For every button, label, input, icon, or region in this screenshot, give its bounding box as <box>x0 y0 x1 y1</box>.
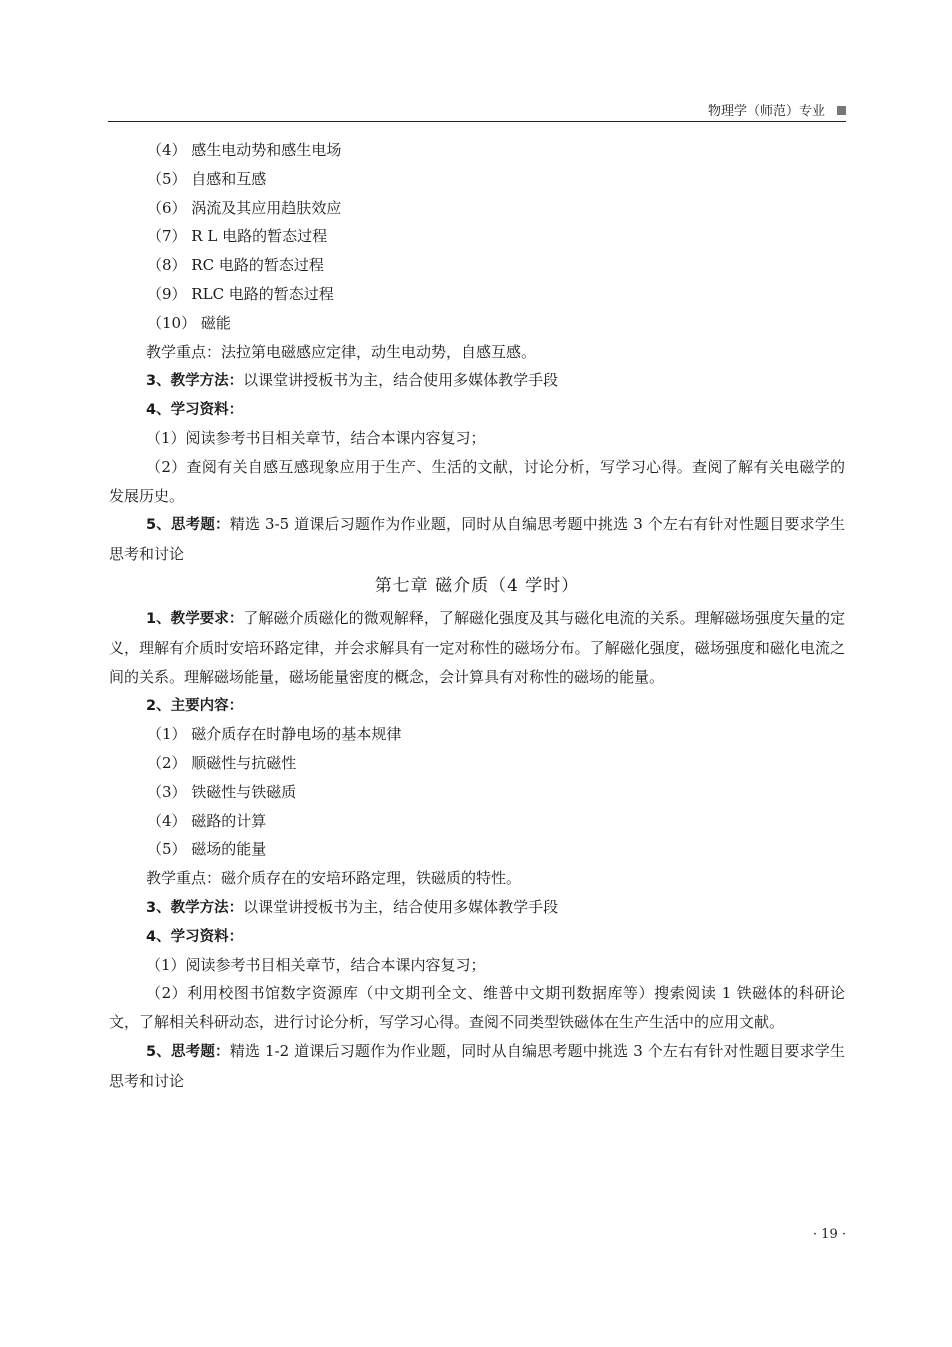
list-item: （1） 磁介质存在时静电场的基本规律 <box>147 725 402 744</box>
content-heading <box>109 691 845 720</box>
section-label: 3、教学方法： <box>146 899 244 916</box>
materials-heading <box>109 395 845 424</box>
materials-heading <box>109 922 845 951</box>
list-item: （10） 磁能 <box>147 313 231 332</box>
section-label: 5、思考题： <box>146 517 230 534</box>
questions <box>109 1037 845 1096</box>
page-header <box>108 97 846 122</box>
page-content <box>109 136 845 1096</box>
header-square-icon <box>837 106 846 115</box>
section-text: 以课堂讲授板书为主，结合使用多媒体教学手段 <box>243 897 559 916</box>
page-number: · 19 · <box>812 1227 846 1242</box>
section-label: 4、学习资料： <box>146 402 244 419</box>
section-text: 了解磁介质磁化的微观解释，了解磁化强度及其与磁化电流的关系。理解磁场强度矢量的定义，理解有介质时安培环路定律，并会求解具有一定对称性的磁场分布。了解磁化强度，磁场强度和磁化电流之间的关系。理解磁场能量，磁场能量密度的概念，会计算具有对称性的磁场的能量。 <box>109 608 845 686</box>
list-item: （5） 磁场的能量 <box>147 840 267 859</box>
list-item: （3） 铁磁性与铁磁质 <box>147 782 297 801</box>
list-item: （8） RC 电路的暂态过程 <box>147 256 324 275</box>
list-item: （4） 感生电动势和感生电场 <box>147 141 342 159</box>
section-text: 精选 1-2 道课后习题作为作业题，同时从自编思考题中挑选 3 个左右有针对性题目要求学生思考和讨论 <box>109 1041 845 1090</box>
key-points: 教学重点：磁介质存在的安培环路定理，铁磁质的特性。 <box>146 869 522 888</box>
key-points: 教学重点：法拉第电磁感应定律，动生电动势，自感互感。 <box>146 342 537 361</box>
section-label: 5、思考题： <box>146 1043 230 1060</box>
requirements <box>109 604 845 691</box>
material-item: （2）查阅有关自感互感现象应用于生产、生活的文献，讨论分析，写学习心得。查阅了解有关电磁学的发展历史。 <box>109 457 845 505</box>
teaching-methods <box>109 366 845 395</box>
list-item: （7） R L 电路的暂态过程 <box>147 227 328 246</box>
questions <box>109 510 845 569</box>
header-title-wrap <box>708 100 846 119</box>
section-label: 2、主要内容： <box>146 698 244 715</box>
chapter-title: 第七章 磁介质（4 学时） <box>374 575 580 596</box>
material-item: （1）阅读参考书目相关章节，结合本课内容复习； <box>146 955 486 974</box>
section-label: 3、教学方法： <box>146 373 244 390</box>
material-item: （1）阅读参考书目相关章节，结合本课内容复习； <box>146 428 486 447</box>
section-label: 1、教学要求： <box>146 610 244 627</box>
list-item: （4） 磁路的计算 <box>147 811 267 830</box>
section-label: 4、学习资料： <box>146 928 244 945</box>
section-text: 以课堂讲授板书为主，结合使用多媒体教学手段 <box>243 371 559 390</box>
list-item: （9） RLC 电路的暂态过程 <box>147 284 334 303</box>
list-item: （6） 涡流及其应用趋肤效应 <box>147 198 342 217</box>
header-title: 物理学（师范）专业 <box>707 104 825 119</box>
teaching-methods <box>109 893 845 922</box>
material-item: （2）利用校图书馆数字资源库（中文期刊全文、维普中文期刊数据库等）搜索阅读 1 铁磁体的科研论文，了解相关科研动态，进行讨论分析，写学习心得。查阅不同类型铁磁体在生产生活中的应用文献。 <box>109 984 845 1032</box>
list-item: （5） 自感和互感 <box>147 169 267 188</box>
list-item: （2） 顺磁性与抗磁性 <box>147 753 297 772</box>
section-text: 精选 3-5 道课后习题作为作业题，同时从自编思考题中挑选 3 个左右有针对性题目要求学生思考和讨论 <box>109 515 845 564</box>
